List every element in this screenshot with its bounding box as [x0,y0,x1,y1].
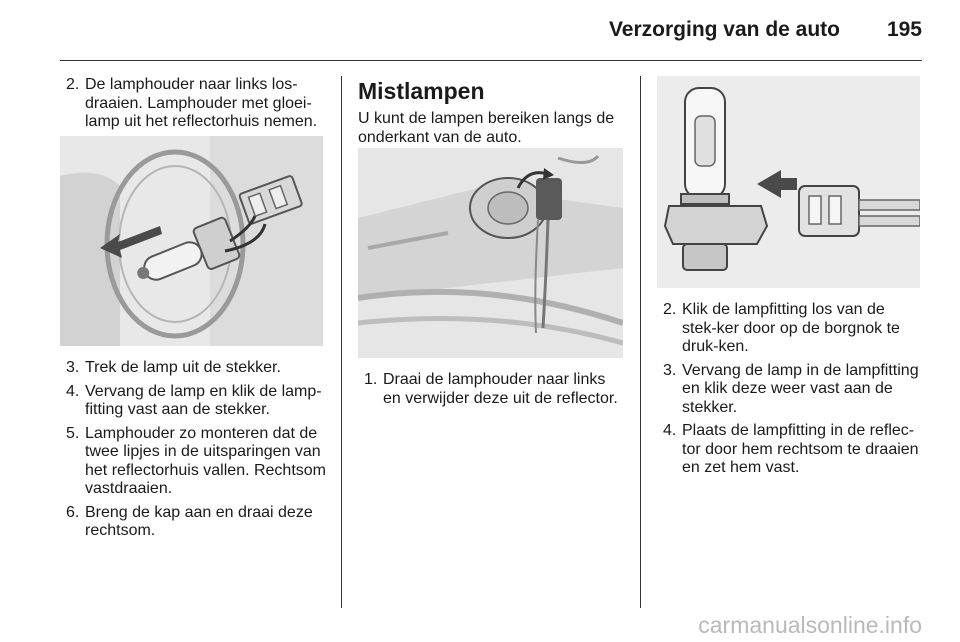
headlamp-bulb-illustration [60,136,323,346]
fog-lamp-underside-illustration [358,148,623,358]
fog-lamp-location-figure [358,148,623,358]
step-text: De lamphouder naar links los-draaien. Lamphouder met gloei-lamp uit het reflectorhuis nemen. [85,76,318,130]
step-item [60,504,326,541]
step-item [657,301,923,357]
step-number: 2. [66,76,80,93]
headlamp-bulb-figure [60,136,323,346]
step-number: 3. [663,361,677,379]
step-number: 4. [663,422,677,439]
column-divider-right [640,76,641,608]
step-text: Lamphouder zo monteren dat de twee lipjes in de uitsparingen van het reflectorhuis vallen. Rechtsom vastdraaien. [85,424,326,497]
section-heading: Mistlampen [358,78,485,104]
step-item [60,425,326,499]
step-item [657,422,923,478]
fog-bulb-connector-illustration [657,76,920,288]
header-divider [60,60,922,61]
watermark: carmanualsonline.info [698,612,922,638]
step-text: Breng de kap aan en draai deze rechtsom. [85,503,313,539]
step-text: Vervang de lamp en klik de lamp-fitting vast aan de stekker. [85,382,322,418]
step-text: Klik de lampfitting los van de stek-ker door op de borgnok te druk-ken. [682,301,900,355]
step-number: 3. [66,359,80,376]
step-number: 4. [66,382,80,400]
step-item [60,76,326,132]
middle-column-steps [358,371,626,408]
column-divider-left [341,76,342,608]
step-text: Vervang de lamp in de lampfitting en klik deze weer vast aan de stekker. [682,361,919,416]
step-number: 1. [364,371,378,388]
right-column-steps [657,301,923,478]
step-number: 2. [663,301,677,318]
middle-column [358,76,626,147]
page-number: 195 [886,18,922,41]
left-column-steps [60,359,326,541]
step-text: Plaats de lampfitting in de reflec-tor door hem rechtsom te draaien en zet hem vast. [682,422,919,476]
left-column [60,76,326,132]
section-title: Verzorging van de auto [608,18,840,41]
step-item [60,383,326,420]
step-item [60,359,326,378]
step-text: Draai de lamphouder naar links en verwijder deze uit de reflector. [383,371,618,407]
step-number: 6. [66,503,80,521]
section-intro: U kunt de lampen bereiken langs de onderkant van de auto. [358,110,615,146]
step-number: 5. [66,424,80,442]
step-item [657,362,923,418]
step-text: Trek de lamp uit de stekker. [85,359,281,376]
fog-bulb-connector-figure [657,76,920,288]
step-item [358,371,626,408]
